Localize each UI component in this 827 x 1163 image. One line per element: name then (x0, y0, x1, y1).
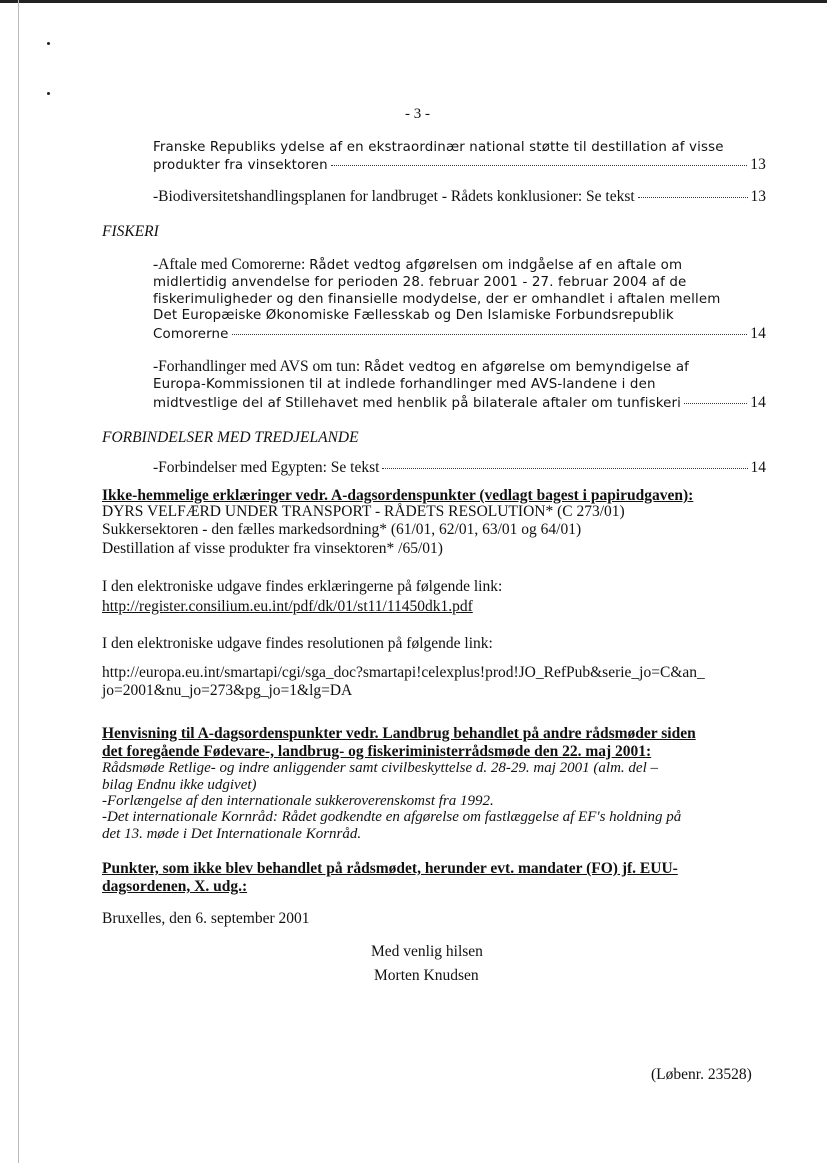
toc-page-number: 13 (750, 156, 766, 173)
section-heading-ikke-hemmelige: Ikke-hemmelige erklæringer vedr. A-dagsordenspunkter (vedlagt bagest i papirudgaven): (102, 487, 694, 504)
fiskeri-item-text: Rådet vedtog afgørelsen om indgåelse af en aftale om (309, 258, 683, 273)
toc-item-text: -Biodiversitetshandlingsplanen for landbruget - Rådets konklusioner: Se tekst (153, 188, 635, 205)
toc-page-number: 14 (750, 394, 766, 411)
fiskeri-item-lead: -Aftale med Comorerne: (153, 256, 310, 273)
fiskeri-item-lead: -Forhandlinger med AVS om tun: (153, 358, 365, 375)
link-intro: I den elektroniske udgave findes erklæringerne på følgende link: (102, 578, 503, 595)
toc-page-number: 13 (750, 188, 766, 205)
statement-line: Destillation af visse produkter fra vinsektoren* /65/01) (102, 540, 443, 557)
henvisning-line: Rådsmøde Retlige- og indre anliggender samt civilbeskyttelse d. 28-29. maj 2001 (alm. del – (102, 760, 658, 776)
toc-item (153, 325, 766, 343)
reference-number: (Løbenr. 23528) (651, 1066, 752, 1083)
link-url[interactable]: http://europa.eu.int/smartapi/cgi/sga_doc?smartapi!celexplus!prod!JO_RefPub&serie_jo=C&an_ (102, 664, 705, 681)
left-margin-line (18, 0, 19, 1163)
toc-item (153, 188, 766, 206)
fiskeri-item-text: midtvestlige del af Stillehavet med henblik på bilaterale aftaler om tunfiskeri (153, 396, 682, 411)
toc-item-text: -Forbindelser med Egypten: Se tekst (153, 459, 380, 476)
dot-leader (382, 468, 747, 469)
link-intro: I den elektroniske udgave findes resolutionen på følgende link: (102, 635, 493, 652)
fiskeri-item-text: midlertidig anvendelse for perioden 28. februar 2001 - 27. februar 2004 af de (153, 275, 687, 290)
henvisning-line: -Det internationale Kornråd: Rådet godkendte en afgørelse om fastlæggelse af EF's holdning på (102, 809, 682, 825)
section-heading-henvisning: Henvisning til A-dagsordenspunkter vedr. Landbrug behandlet på andre rådsmøder siden (102, 725, 696, 742)
toc-page-number: 14 (750, 325, 766, 342)
dot-leader (684, 403, 747, 404)
hole-punch-mark (47, 92, 50, 95)
fiskeri-item-line (153, 358, 689, 376)
section-heading-tredjelande: FORBINDELSER MED TREDJELANDE (102, 429, 359, 446)
section-heading-henvisning: det foregående Fødevare-, landbrug- og fiskeriministerrådsmøde den 22. maj 2001: (102, 743, 652, 760)
toc-item (153, 156, 766, 174)
fiskeri-item-text: Europa-Kommissionen til at indlede forhandlinger med AVS-landene i den (153, 377, 656, 392)
fiskeri-item-text: Comorerne (153, 327, 229, 342)
fiskeri-item-line (153, 256, 682, 274)
henvisning-line: -Forlængelse af den internationale sukkeroverenskomst fra 1992. (102, 793, 494, 809)
fiskeri-item-text: Rådet vedtog en afgørelse om bemyndigelse af (364, 360, 690, 375)
hole-punch-mark (47, 42, 50, 45)
fiskeri-item-text: Det Europæiske Økonomiske Fællesskab og Den Islamiske Forbundsrepublik (153, 308, 674, 323)
resolution-title: DYRS VELFÆRD UNDER TRANSPORT - RÅDETS RESOLUTION* (C 273/01) (102, 503, 625, 520)
place-date: Bruxelles, den 6. september 2001 (102, 910, 310, 927)
top-border-line (0, 0, 827, 3)
page-number: - 3 - (405, 106, 430, 122)
section-heading-punkter: dagsordenen, X. udg.: (102, 878, 248, 895)
henvisning-line: det 13. møde i Det Internationale Kornråd. (102, 826, 362, 842)
fiskeri-item-text: fiskerimuligheder og den finansielle modydelse, der er omhandlet i aftalen mellem (153, 292, 721, 307)
link-url[interactable]: jo=2001&nu_jo=273&pg_jo=1&lg=DA (102, 682, 353, 699)
toc-page-number: 14 (750, 459, 766, 476)
dot-leader (232, 334, 748, 335)
henvisning-line: bilag Endnu ikke udgivet) (102, 777, 257, 793)
toc-item (153, 459, 766, 477)
signature-name: Morten Knudsen (374, 967, 479, 984)
dot-leader (638, 197, 748, 198)
statement-line: Sukkersektoren - den fælles markedsordning* (61/01, 62/01, 63/01 og 64/01) (102, 521, 582, 538)
greeting: Med venlig hilsen (371, 943, 483, 960)
section-heading-fiskeri: FISKERI (102, 223, 159, 240)
link-url[interactable]: http://register.consilium.eu.int/pdf/dk/01/st11/11450dk1.pdf (102, 598, 473, 615)
toc-item (153, 394, 766, 412)
dot-leader (331, 165, 747, 166)
section-heading-punkter: Punkter, som ikke blev behandlet på rådsmødet, herunder evt. mandater (FO) jf. EUU- (102, 860, 678, 877)
toc-item-text: Franske Republiks ydelse af en ekstraordinær national støtte til destillation af visse (153, 140, 724, 155)
toc-item-text: produkter fra vinsektoren (153, 158, 328, 173)
